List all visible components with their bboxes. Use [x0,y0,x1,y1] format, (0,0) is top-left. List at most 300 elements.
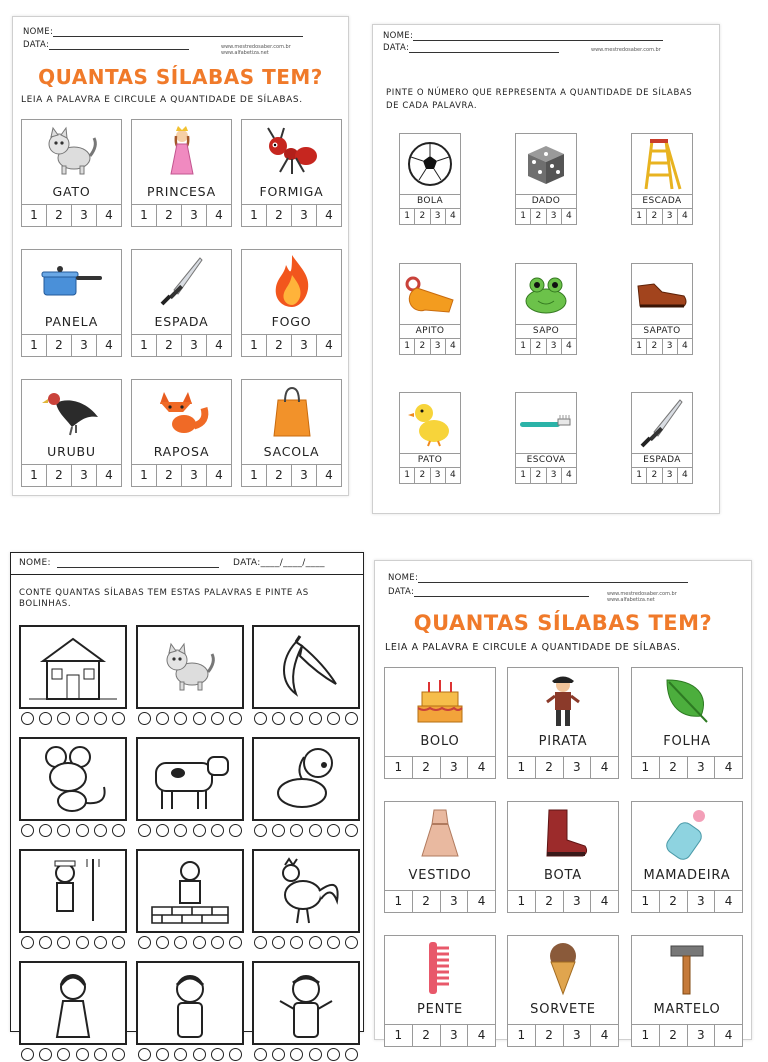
page-title: QUANTAS SÍLABAS TEM? [413,611,713,635]
syllable-number[interactable]: 3 [181,205,206,226]
syllable-number[interactable]: 4 [561,339,576,354]
syllable-number[interactable]: 1 [404,341,410,351]
syllable-number[interactable]: 2 [156,205,181,226]
syllable-number[interactable]: 2 [659,891,687,912]
word-label: URUBU [47,444,96,459]
syllable-number[interactable]: 1 [641,894,650,908]
syllable-circles [19,712,127,726]
syllable-circle[interactable] [156,936,169,949]
syllable-circle[interactable] [174,936,187,949]
syllable-circle[interactable] [229,1048,242,1061]
syllable-number-row [399,468,461,484]
syllable-circle[interactable] [345,1048,358,1061]
syllable-circle[interactable] [57,824,70,837]
instruction [386,87,692,113]
shoe-icon [631,263,693,325]
word-card [384,667,496,779]
soccer-ball-icon [399,133,461,195]
name-field[interactable] [388,573,688,583]
syllable-number[interactable]: 4 [714,891,742,912]
frog-icon [515,263,577,325]
cow-icon [136,737,244,821]
word-label: ESCOVA [515,454,577,468]
syllable-number-row [515,209,577,225]
date-field[interactable] [233,558,325,568]
worksheet-count-syllables [10,552,364,1032]
syllable-number[interactable]: 2 [646,468,661,483]
name-field[interactable] [383,31,663,41]
syllable-number-row [132,464,231,486]
syllable-circle[interactable] [21,936,34,949]
syllable-number[interactable]: 4 [714,1025,742,1046]
date-label: DATA: [23,40,50,50]
word-label: MAMADEIRA [643,868,731,883]
syllable-number[interactable]: 4 [677,468,692,483]
syllable-number[interactable]: 2 [156,465,181,486]
word-card [399,263,461,359]
syllable-number[interactable]: 2 [530,339,545,354]
syllable-circle[interactable] [193,1048,206,1061]
word-card [21,119,122,227]
syllable-number[interactable]: 3 [563,1025,591,1046]
syllable-number-row [242,204,341,226]
syllable-number[interactable]: 3 [563,757,591,778]
site-url: www.mestredosaber.com.br [591,47,661,53]
syllable-number[interactable]: 2 [412,891,440,912]
syllable-circle[interactable] [94,824,107,837]
word-label: FORMIGA [259,184,324,199]
syllable-number-row [385,890,495,912]
syllable-number[interactable]: 1 [641,1028,650,1042]
word-card [241,379,342,487]
syllable-circle[interactable] [272,824,285,837]
syllable-number[interactable]: 3 [440,1025,468,1046]
syllable-number[interactable]: 3 [687,757,715,778]
syllable-circle[interactable] [211,824,224,837]
word-card [131,119,232,227]
syllable-circle[interactable] [57,712,70,725]
syllable-number[interactable]: 3 [546,209,561,224]
syllable-number[interactable]: 1 [140,338,148,352]
syllable-number[interactable]: 4 [445,468,460,483]
syllable-number[interactable]: 2 [412,757,440,778]
syllable-number[interactable]: 1 [517,1028,526,1042]
syllable-circle[interactable] [39,712,52,725]
word-label: VESTIDO [408,868,472,883]
syllable-number[interactable]: 3 [662,468,677,483]
syllable-number[interactable]: 3 [181,465,206,486]
syllable-number[interactable]: 4 [445,339,460,354]
syllable-number[interactable]: 1 [520,341,526,351]
dog-icon [252,737,360,821]
house-icon [19,625,127,709]
date-field[interactable] [23,40,189,50]
syllable-circle[interactable] [327,1048,340,1061]
syllable-number[interactable]: 3 [430,468,445,483]
syllable-number[interactable]: 2 [46,205,71,226]
word-label: PENTE [417,1002,463,1017]
syllable-number[interactable]: 1 [30,468,38,482]
rooster-icon [252,849,360,933]
word-card [399,133,461,229]
word-label: PRINCESA [146,184,216,199]
word-label: PATO [399,454,461,468]
syllable-circle[interactable] [21,824,34,837]
syllable-circle[interactable] [254,712,267,725]
syllable-circle[interactable] [39,1048,52,1061]
word-card [399,392,461,488]
syllable-circle[interactable] [174,1048,187,1061]
syllable-number[interactable]: 1 [517,894,526,908]
syllable-circle[interactable] [76,1048,89,1061]
syllable-number[interactable]: 1 [140,208,148,222]
syllable-circles [136,824,244,838]
word-label: APITO [399,325,461,339]
syllable-number-row [631,339,693,355]
syllable-circle[interactable] [39,936,52,949]
syllable-circle[interactable] [211,1048,224,1061]
syllable-number[interactable]: 2 [535,891,563,912]
syllable-number-row [22,464,121,486]
syllable-circle[interactable] [138,824,151,837]
syllable-circle[interactable] [39,824,52,837]
syllable-circle[interactable] [272,936,285,949]
syllable-number[interactable]: 4 [445,209,460,224]
syllable-circle[interactable] [211,936,224,949]
syllable-number[interactable]: 4 [677,209,692,224]
syllable-number[interactable]: 4 [590,757,618,778]
syllable-number-row [22,334,121,356]
date-field[interactable] [388,587,589,597]
syllable-circle[interactable] [229,936,242,949]
girl-icon [19,961,127,1045]
fire-icon [242,250,341,312]
syllable-circle[interactable] [138,1048,151,1061]
syllable-number[interactable]: 2 [156,335,181,356]
syllable-circle[interactable] [138,712,151,725]
syllable-number[interactable]: 2 [412,1025,440,1046]
syllable-circle[interactable] [174,824,187,837]
syllable-number[interactable]: 1 [404,211,410,221]
syllable-circle[interactable] [193,936,206,949]
toothbrush-icon [515,392,577,454]
syllable-circle[interactable] [57,936,70,949]
syllable-number[interactable]: 1 [636,211,642,221]
syllable-circle[interactable] [327,712,340,725]
syllable-circles [252,1048,360,1062]
syllable-number[interactable]: 2 [266,205,291,226]
syllable-number[interactable]: 2 [414,339,429,354]
syllable-circles [19,1048,127,1062]
syllable-number[interactable]: 3 [430,339,445,354]
instruction-line: DE CADA PALAVRA. [386,101,478,111]
syllable-number[interactable]: 2 [530,468,545,483]
syllable-number[interactable]: 2 [659,1025,687,1046]
hammer-icon [632,936,742,1000]
word-card [131,379,232,487]
syllable-number[interactable]: 4 [714,757,742,778]
syllable-circle[interactable] [229,712,242,725]
word-card [631,801,743,913]
syllable-circles [19,936,127,950]
word-label: BOLO [420,734,460,749]
syllable-number[interactable]: 1 [394,760,403,774]
syllable-circle[interactable] [309,824,322,837]
syllable-number[interactable]: 1 [250,468,258,482]
word-card [631,392,693,488]
syllable-number[interactable]: 1 [404,470,410,480]
syllable-circle[interactable] [94,936,107,949]
syllable-circle[interactable] [327,936,340,949]
syllable-number-row [399,209,461,225]
syllable-number[interactable]: 1 [30,338,38,352]
syllable-circle[interactable] [327,824,340,837]
syllable-circle[interactable] [345,824,358,837]
syllable-circle[interactable] [193,712,206,725]
worksheet-syllables-1 [12,16,349,496]
syllable-number[interactable]: 1 [394,1028,403,1042]
syllable-number-row [508,756,618,778]
syllable-number[interactable]: 3 [440,757,468,778]
syllable-number[interactable]: 3 [181,335,206,356]
date-slots: ____/____/____ [260,558,325,568]
word-card [631,133,693,229]
word-card [507,935,619,1047]
syllable-number[interactable]: 1 [140,468,148,482]
syllable-number[interactable]: 3 [71,335,96,356]
word-label: SAPO [515,325,577,339]
date-label: DATA: [233,558,261,568]
syllable-circle[interactable] [174,712,187,725]
syllable-circle[interactable] [254,824,267,837]
syllable-number[interactable]: 4 [96,335,121,356]
name-field[interactable] [19,558,219,568]
syllable-number[interactable]: 2 [266,465,291,486]
syllable-number[interactable]: 4 [467,757,495,778]
duck-icon [399,392,461,454]
mouse-icon [19,737,127,821]
syllable-number[interactable]: 3 [662,339,677,354]
syllable-number[interactable]: 1 [520,211,526,221]
baby-bottle-icon [632,802,742,866]
instruction: LEIA A PALAVRA E CIRCULE A QUANTIDADE DE SÍLABAS. [385,642,681,653]
syllable-circle[interactable] [290,712,303,725]
site-url: www.mestredosaber.com.br [607,591,677,597]
syllable-number-row [508,890,618,912]
syllable-number[interactable]: 1 [30,208,38,222]
syllable-circles [136,1048,244,1062]
word-card [631,263,693,359]
bag-icon [242,380,341,442]
syllable-number[interactable]: 4 [96,465,121,486]
sword-icon [631,392,693,454]
syllable-circle[interactable] [76,712,89,725]
syllable-circle[interactable] [156,1048,169,1061]
syllable-number[interactable]: 4 [590,1025,618,1046]
syllable-circle[interactable] [193,824,206,837]
ice-cream-icon [508,936,618,1000]
syllable-number-row [385,1024,495,1046]
cake-icon [385,668,495,732]
syllable-circle[interactable] [156,712,169,725]
syllable-number[interactable]: 3 [291,465,316,486]
syllable-number-row [508,1024,618,1046]
date-label: DATA: [383,43,410,53]
syllable-circle[interactable] [76,824,89,837]
syllable-number[interactable]: 4 [316,335,341,356]
syllable-number-row [132,334,231,356]
syllable-number-row [242,334,341,356]
syllable-number[interactable]: 3 [546,468,561,483]
syllable-number[interactable]: 2 [646,339,661,354]
syllable-number-row [515,468,577,484]
syllable-circle[interactable] [254,936,267,949]
syllable-number[interactable]: 1 [520,470,526,480]
syllable-number[interactable]: 3 [546,339,561,354]
syllable-number-row [632,756,742,778]
syllable-number[interactable]: 1 [250,338,258,352]
word-label: SACOLA [263,444,320,459]
date-field[interactable] [383,43,559,53]
syllable-number[interactable]: 4 [316,205,341,226]
name-label: NOME: [383,31,414,41]
syllable-circle[interactable] [156,824,169,837]
syllable-circle[interactable] [76,936,89,949]
child-icon [252,961,360,1045]
pirate-icon [508,668,618,732]
syllable-number[interactable]: 1 [636,341,642,351]
syllable-number[interactable]: 3 [291,205,316,226]
syllable-number[interactable]: 4 [561,468,576,483]
word-label: ESPADA [631,454,693,468]
syllable-number[interactable]: 4 [467,891,495,912]
syllable-number[interactable]: 2 [659,757,687,778]
word-label: PANELA [44,314,99,329]
syllable-number-row [242,464,341,486]
syllable-circle[interactable] [290,824,303,837]
syllable-circle[interactable] [112,936,125,949]
syllable-circle[interactable] [345,936,358,949]
pot-icon [22,250,121,312]
sword-icon [132,250,231,312]
syllable-circle[interactable] [21,712,34,725]
site-url: www.alfabetiza.net [607,597,655,603]
syllable-circle[interactable] [112,712,125,725]
syllable-number[interactable]: 3 [291,335,316,356]
syllable-circles [136,712,244,726]
syllable-number-row [515,339,577,355]
syllable-number[interactable]: 4 [206,335,231,356]
syllable-circle[interactable] [254,1048,267,1061]
syllable-number[interactable]: 2 [414,468,429,483]
syllable-number-row [132,204,231,226]
syllable-number[interactable]: 4 [561,209,576,224]
syllable-number[interactable]: 4 [96,205,121,226]
dice-icon [515,133,577,195]
syllable-circle[interactable] [138,936,151,949]
syllable-number[interactable]: 2 [46,335,71,356]
worksheet-syllables-2 [372,24,720,514]
syllable-circle[interactable] [309,712,322,725]
syllable-number[interactable]: 1 [641,760,650,774]
syllable-circle[interactable] [272,1048,285,1061]
boot-icon [508,802,618,866]
word-label: SORVETE [530,1002,596,1017]
syllable-number[interactable]: 2 [46,465,71,486]
syllable-circle[interactable] [211,712,224,725]
syllable-circle[interactable] [290,1048,303,1061]
word-label: BOTA [544,868,582,883]
syllable-number[interactable]: 3 [440,891,468,912]
page-title: QUANTAS SÍLABAS TEM? [38,65,323,89]
syllable-circle[interactable] [272,712,285,725]
word-card [515,263,577,359]
site-credits [221,44,291,56]
syllable-number[interactable]: 1 [250,208,258,222]
syllable-circle[interactable] [94,712,107,725]
word-card [384,801,496,913]
syllable-number[interactable]: 3 [687,891,715,912]
word-card [507,667,619,779]
word-label: FOGO [271,314,312,329]
syllable-number-row [631,209,693,225]
syllable-circle[interactable] [229,824,242,837]
syllable-circles [19,824,127,838]
instruction-line: CONTE QUANTAS SÍLABAS TEM ESTAS PALAVRAS E PINTE AS [19,588,309,598]
syllable-number[interactable]: 3 [71,205,96,226]
farmer-icon [19,849,127,933]
syllable-circle[interactable] [57,1048,70,1061]
syllable-number[interactable]: 4 [590,891,618,912]
syllable-number[interactable]: 1 [636,470,642,480]
syllable-circle[interactable] [21,1048,34,1061]
syllable-number[interactable]: 4 [206,205,231,226]
syllable-number[interactable]: 2 [535,1025,563,1046]
syllable-number[interactable]: 4 [467,1025,495,1046]
syllable-number[interactable]: 4 [206,465,231,486]
syllable-number[interactable]: 3 [563,891,591,912]
syllable-number[interactable]: 2 [266,335,291,356]
syllable-number[interactable]: 3 [662,209,677,224]
syllable-number[interactable]: 3 [71,465,96,486]
syllable-circle[interactable] [112,1048,125,1061]
syllable-number-row [632,890,742,912]
name-field[interactable] [23,27,303,37]
syllable-number[interactable]: 3 [687,1025,715,1046]
syllable-circle[interactable] [345,712,358,725]
syllable-circle[interactable] [112,824,125,837]
syllable-circles [136,936,244,950]
word-label: BOLA [399,195,461,209]
word-card [631,667,743,779]
syllable-circle[interactable] [309,1048,322,1061]
syllable-number[interactable]: 2 [530,209,545,224]
syllable-circle[interactable] [94,1048,107,1061]
syllable-number[interactable]: 4 [677,339,692,354]
word-label: PIRATA [538,734,588,749]
syllable-number[interactable]: 4 [316,465,341,486]
syllable-number[interactable]: 3 [430,209,445,224]
syllable-number[interactable]: 2 [646,209,661,224]
syllable-number[interactable]: 2 [535,757,563,778]
word-card [21,379,122,487]
syllable-circle[interactable] [290,936,303,949]
syllable-circle[interactable] [309,936,322,949]
syllable-number[interactable]: 1 [517,760,526,774]
syllable-number[interactable]: 1 [394,894,403,908]
whistle-icon [399,263,461,325]
syllable-number[interactable]: 2 [414,209,429,224]
